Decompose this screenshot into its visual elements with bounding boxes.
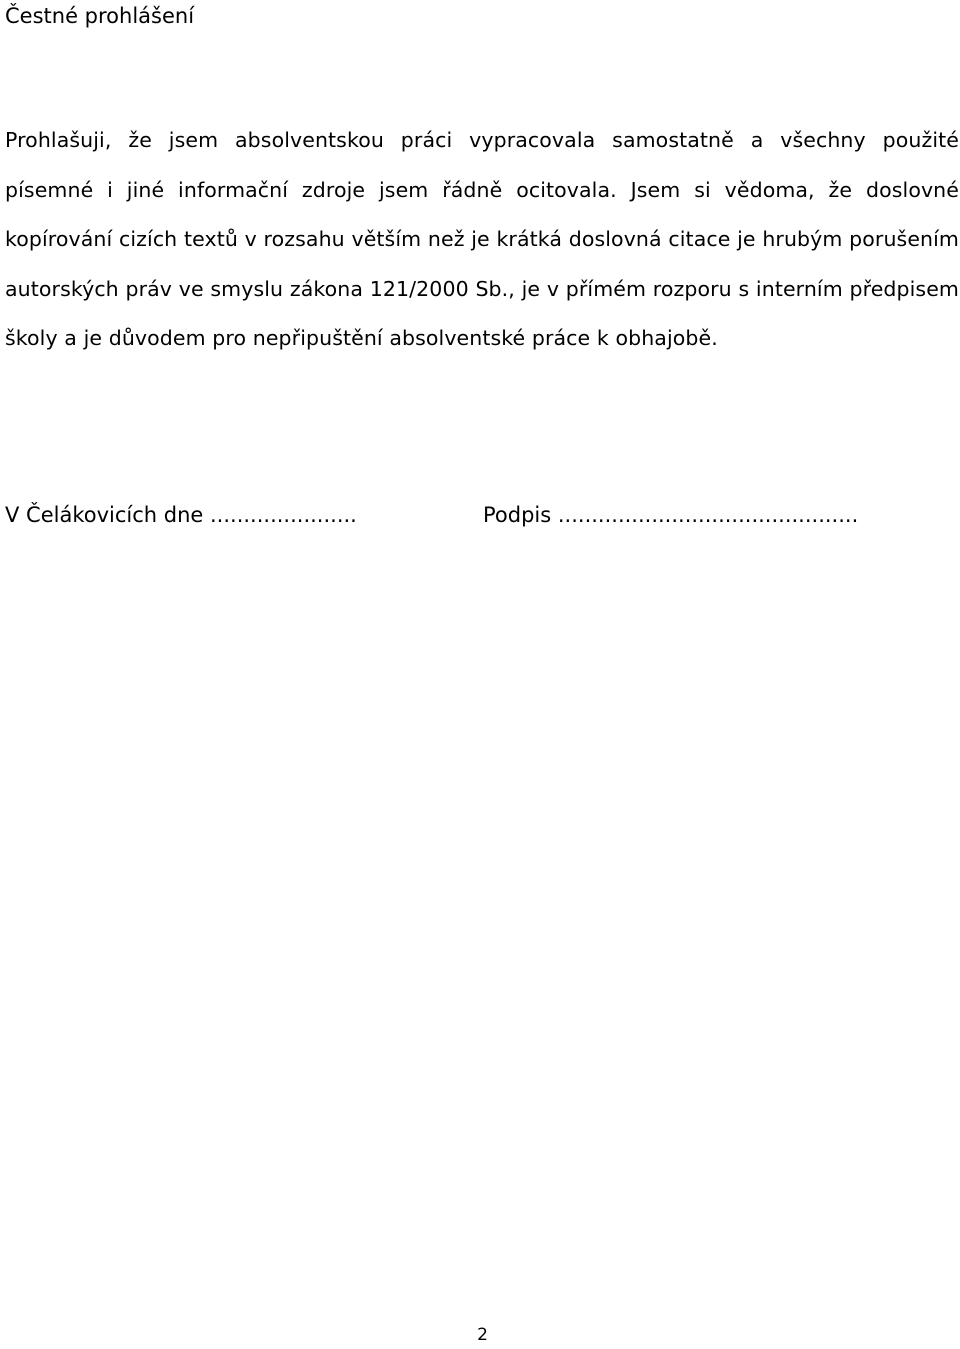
- signature-line: Podpis .............................................: [483, 503, 859, 527]
- page-number: 2: [477, 1325, 488, 1345]
- place-date-line: V Čelákovicích dne ......................: [5, 503, 357, 527]
- document-heading: Čestné prohlášení: [5, 4, 195, 28]
- declaration-paragraph: Prohlašuji, že jsem absolventskou práci vypracovala samostatně a všechny použité písemné i jiné informační zdroje jsem řádně ocitovala. Jsem si vědoma, že doslovné kopírování cizích textů v rozsahu větším než je krátká doslovná citace je hrubým porušením autorských práv ve smyslu zákona 121/2000 Sb., je v přímém rozporu s interním předpisem školy a je důvodem pro nepřipuštění absolventské práce k obhajobě.: [5, 128, 959, 351]
- signature-row: [0, 499, 960, 531]
